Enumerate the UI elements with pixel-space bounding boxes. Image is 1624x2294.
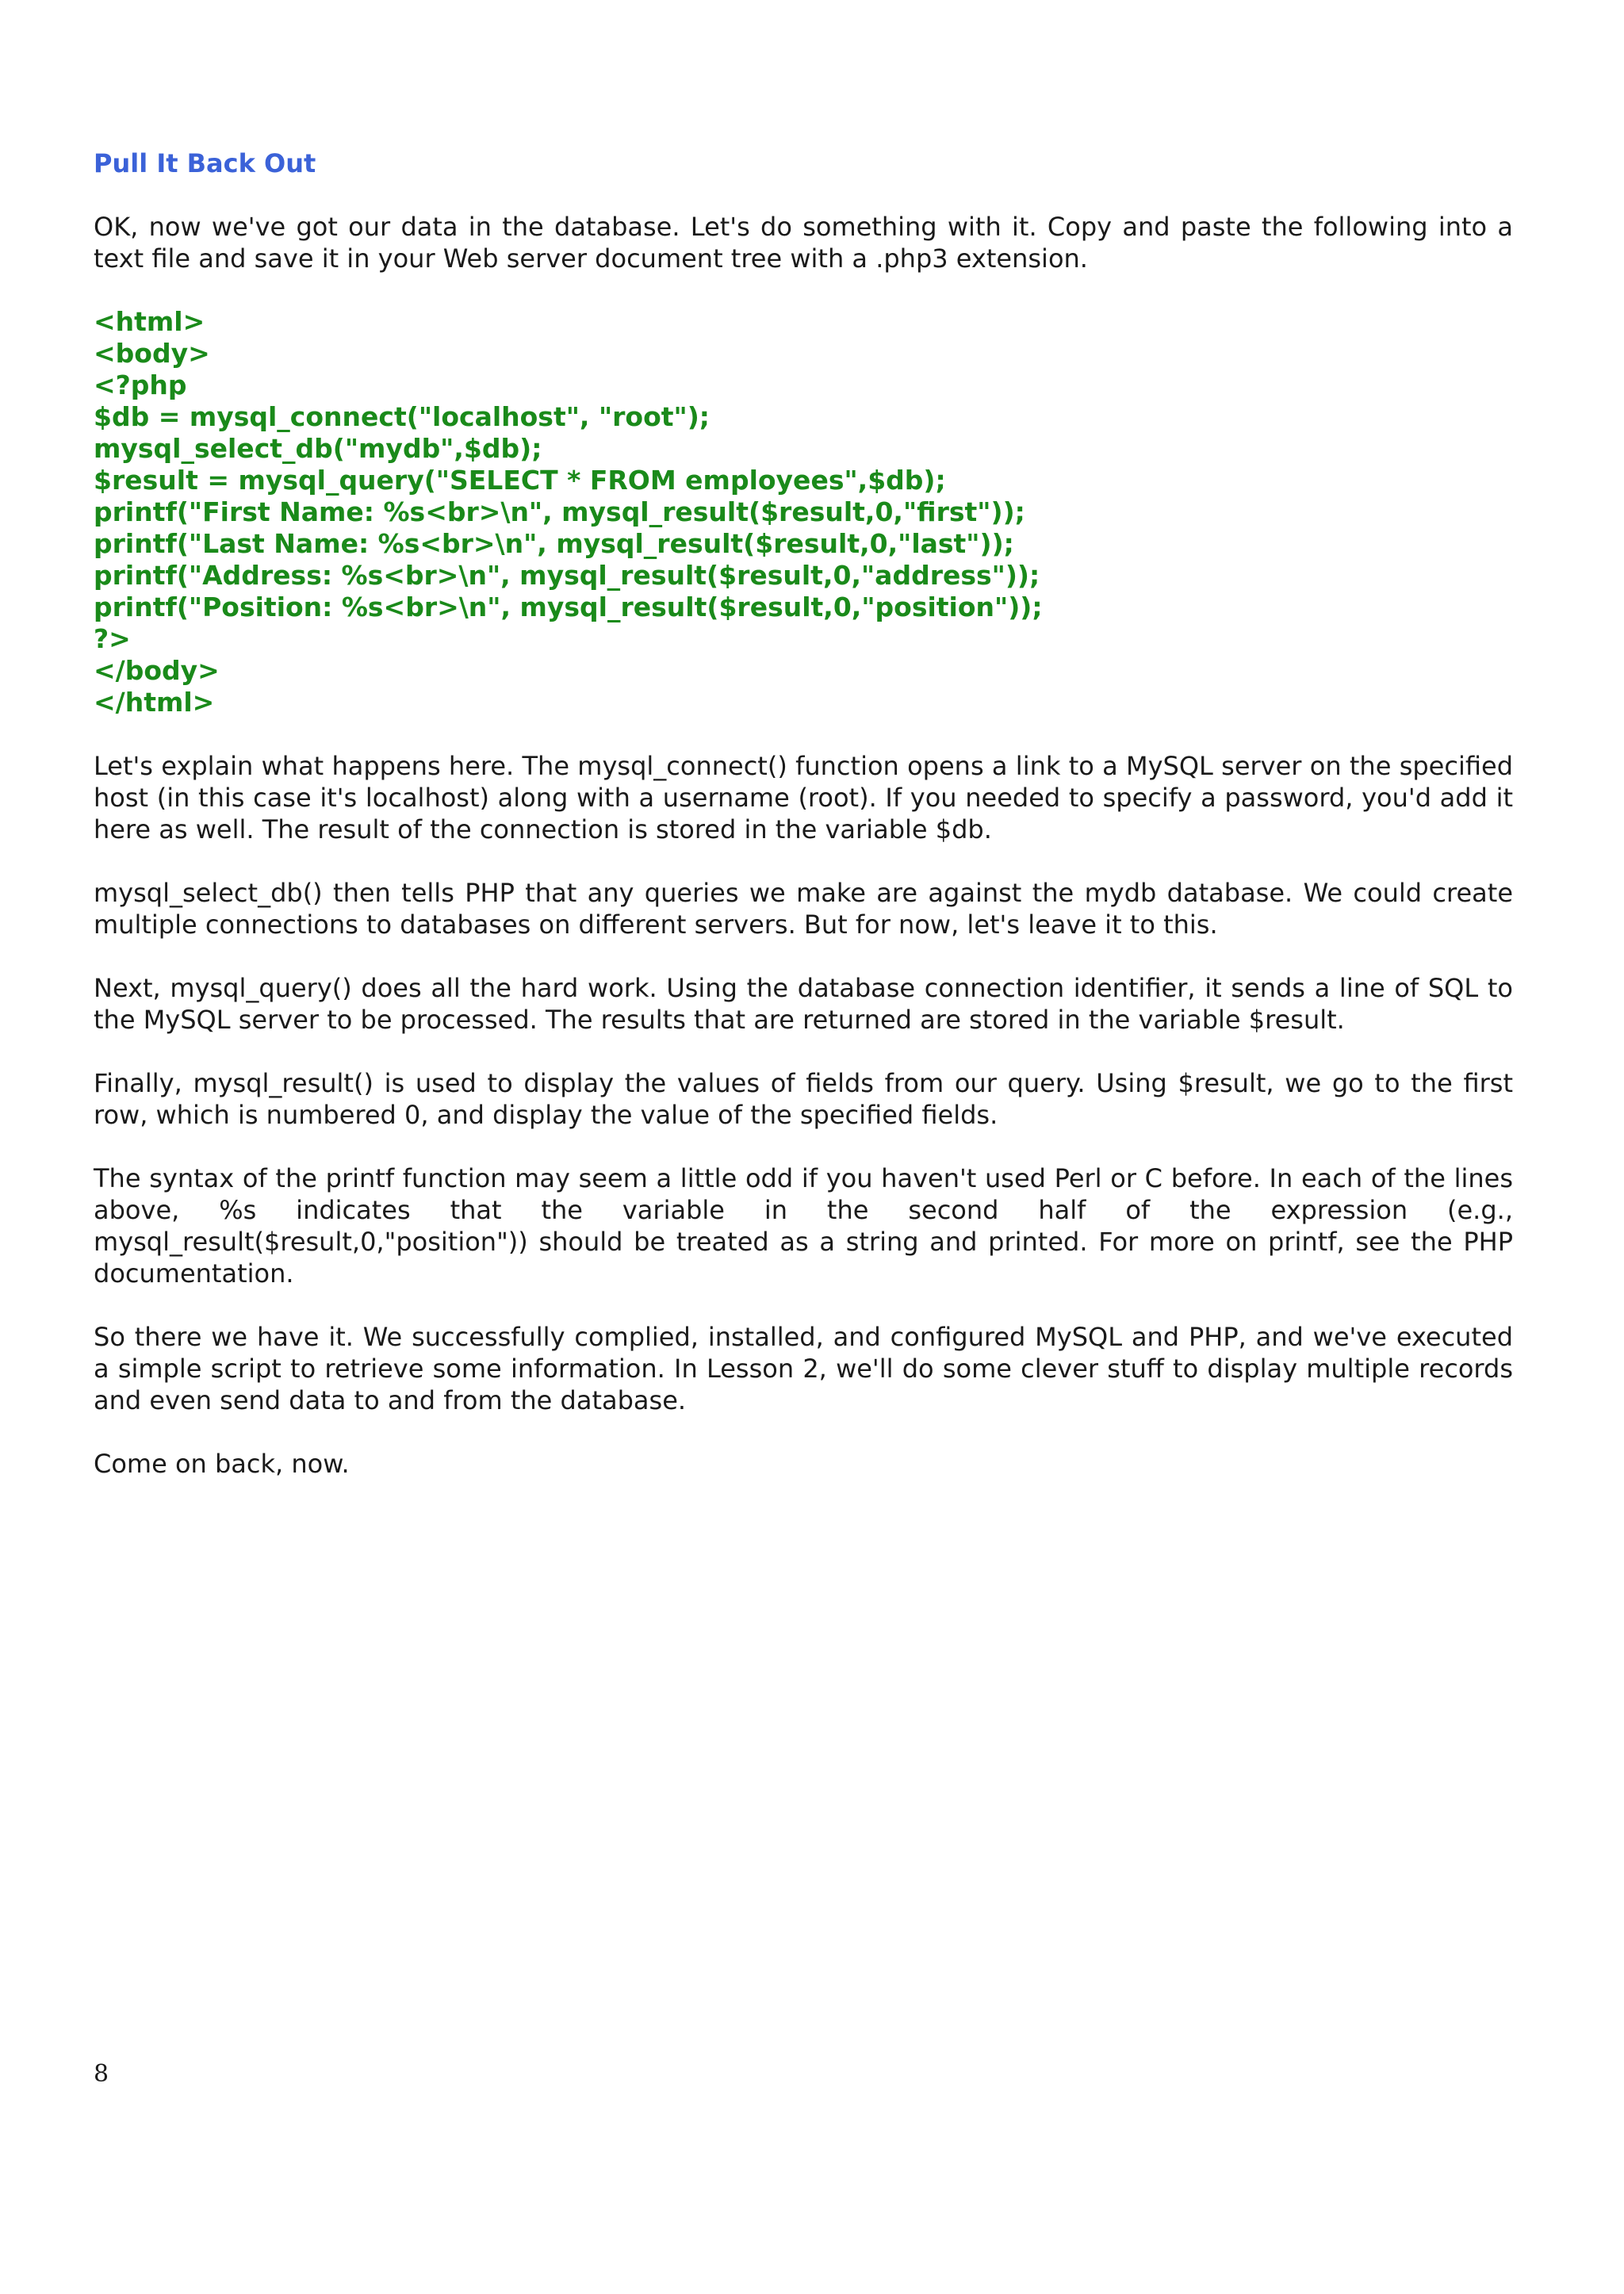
document-page xyxy=(94,147,1513,1511)
code-line: $db = mysql_connect("localhost", "root"); xyxy=(94,401,710,432)
paragraph-printf: The syntax of the printf function may seem a little odd if you haven't used Perl or C before. In each of the lines above, %s indicates that the variable in the second half of the expression (e.g., mysql_result($result,0,"position")) should be treated as a string and printed. For more on printf, see the PHP documentation. xyxy=(94,1163,1513,1289)
code-line: printf("Address: %s<br>\n", mysql_result($result,0,"address")); xyxy=(94,560,1040,591)
code-line: mysql_select_db("mydb",$db); xyxy=(94,433,542,464)
paragraph-select-db: mysql_select_db() then tells PHP that any queries we make are against the mydb database. We could create multiple connections to databases on different servers. But for now, let's leave it to this. xyxy=(94,878,1513,940)
code-line: </body> xyxy=(94,655,220,686)
code-line: </html> xyxy=(94,687,215,718)
paragraph-result: Finally, mysql_result() is used to display the values of fields from our query. Using $result, we go to the first row, which is numbered 0, and display the value of the specified fields. xyxy=(94,1068,1513,1130)
intro-paragraph: OK, now we've got our data in the database. Let's do something with it. Copy and paste the following into a text file and save it in your Web server document tree with a .php3 extension. xyxy=(94,212,1513,274)
code-line: printf("First Name: %s<br>\n", mysql_result($result,0,"first")); xyxy=(94,496,1025,527)
code-line: printf("Position: %s<br>\n", mysql_result($result,0,"position")); xyxy=(94,592,1043,622)
page-number: 8 xyxy=(94,2060,109,2088)
paragraph-explain: Let's explain what happens here. The mysql_connect() function opens a link to a MySQL server on the specified host (in this case it's localhost) along with a username (root). If you needed to specify a password, you'd add it here as well. The result of the connection is stored in the variable $db. xyxy=(94,751,1513,844)
code-line: <?php xyxy=(94,370,187,400)
paragraph-closing: Come on back, now. xyxy=(94,1449,350,1479)
section-heading: Pull It Back Out xyxy=(94,148,316,178)
code-line: <body> xyxy=(94,338,210,369)
code-line: $result = mysql_query("SELECT * FROM employees",$db); xyxy=(94,465,946,496)
code-block xyxy=(94,306,1513,718)
code-line: <html> xyxy=(94,306,205,337)
code-line: ?> xyxy=(94,623,131,654)
paragraph-query: Next, mysql_query() does all the hard work. Using the database connection identifier, it sends a line of SQL to the MySQL server to be processed. The results that are returned are stored in the variable $result. xyxy=(94,973,1513,1035)
paragraph-summary: So there we have it. We successfully complied, installed, and configured MySQL and PHP, and we've executed a simple script to retrieve some information. In Lesson 2, we'll do some clever stuff to display multiple records and even send data to and from the database. xyxy=(94,1322,1513,1415)
code-line: printf("Last Name: %s<br>\n", mysql_result($result,0,"last")); xyxy=(94,528,1014,559)
